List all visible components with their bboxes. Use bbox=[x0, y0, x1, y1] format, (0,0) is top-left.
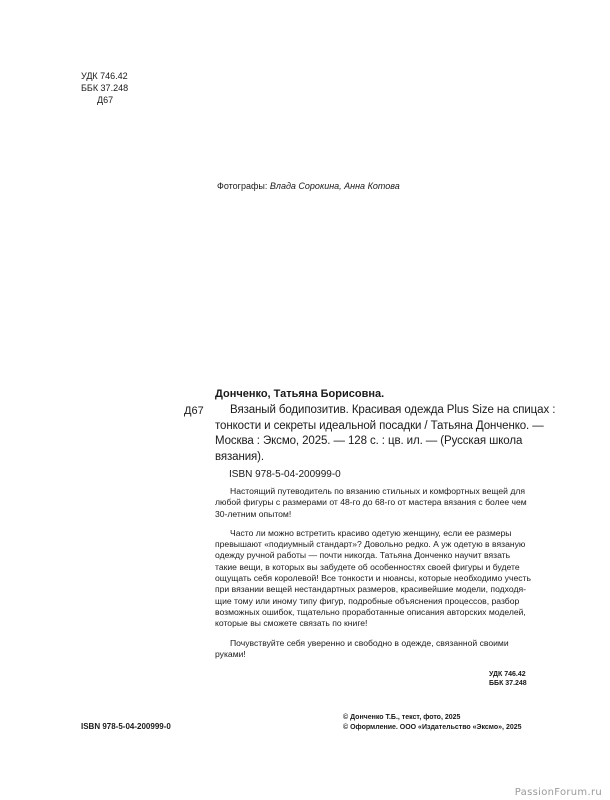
annotation-paragraph bbox=[215, 638, 545, 661]
classification-block-top bbox=[81, 70, 128, 106]
annotation-line: щие тому или иному типу фигур, подробные объяснения процессов, разбор bbox=[215, 595, 520, 606]
bbk-code: ББК 37.248 bbox=[81, 83, 129, 93]
entry-isbn: ISBN 978-5-04-200999-0 bbox=[229, 469, 341, 480]
isbn-bottom: ISBN 978-5-04-200999-0 bbox=[81, 722, 171, 731]
photographers-credit bbox=[217, 181, 400, 191]
annotation-line: которые вы сможете связать по книге! bbox=[215, 618, 368, 629]
copyright-line-text: © Донченко Т.Б., текст, фото, 2025 bbox=[343, 714, 461, 721]
photographers-names: Влада Сорокина, Анна Котова bbox=[269, 181, 400, 191]
entry-line: вязания). bbox=[215, 450, 265, 463]
annotation-line: Почувствуйте себя уверенно и свободно в одежде, связанной своими bbox=[230, 637, 509, 648]
annotation-paragraph bbox=[215, 528, 545, 630]
entry-author-mark: Д67 bbox=[184, 405, 204, 417]
annotation bbox=[215, 486, 545, 668]
copyright-line-design: © Оформление. ООО «Издательство «Эксмо», 2025 bbox=[343, 724, 522, 731]
annotation-line: такие вещи, в которых вы забудете об особенностях своей фигуры и будете bbox=[215, 561, 520, 572]
classification-block-small bbox=[489, 670, 527, 688]
entry-line: тонкости и секреты идеальной посадки / Татьяна Донченко. — bbox=[215, 419, 544, 432]
annotation-line: 30-летним опытом! bbox=[215, 508, 292, 519]
annotation-paragraph bbox=[215, 486, 545, 520]
annotation-line: одежду ручной работы — почти никогда. Татьяна Донченко научит вязать bbox=[215, 550, 511, 561]
annotation-line: возможных ошибок, тщательно проработанные описания авторских моделей, bbox=[215, 606, 526, 617]
bibliographic-description bbox=[215, 403, 556, 465]
annotation-line: при вязании вещей нестандартных размеров, красивейшие модели, подходя- bbox=[215, 584, 526, 595]
bbk-code-small: ББК 37.248 bbox=[489, 680, 527, 687]
annotation-line: Настоящий путеводитель по вязанию стильных и комфортных вещей для bbox=[230, 486, 526, 496]
copyright-block bbox=[343, 713, 522, 733]
udk-code-small: УДК 746.42 bbox=[489, 671, 526, 678]
photographers-label: Фотографы: bbox=[217, 181, 268, 191]
entry-author: Донченко, Татьяна Борисовна. bbox=[215, 388, 385, 400]
udk-code: УДК 746.42 bbox=[81, 71, 128, 81]
annotation-line: ощущать себя королевой! Все тонкости и нюансы, которые необходимо учесть bbox=[215, 573, 531, 584]
annotation-line: любой фигуры с размерами от 48-го до 68-го от мастера вязания с более чем bbox=[215, 497, 527, 508]
annotation-line: Часто ли можно встретить красиво одетую женщину, если ее размеры bbox=[230, 527, 512, 538]
annotation-line: руками! bbox=[215, 648, 246, 659]
author-mark: Д67 bbox=[97, 95, 114, 105]
watermark: PassionForum.ru bbox=[514, 787, 602, 798]
annotation-line: превышают «подиумный стандарт»? Довольно редко. А уж одетую в вязаную bbox=[215, 539, 526, 550]
entry-line: Москва : Эксмо, 2025. — 128 с. : цв. ил. — (Русская школа bbox=[215, 435, 523, 447]
entry-line: Вязаный бодипозитив. Красивая одежда Plus Size на спицах : bbox=[230, 404, 556, 416]
